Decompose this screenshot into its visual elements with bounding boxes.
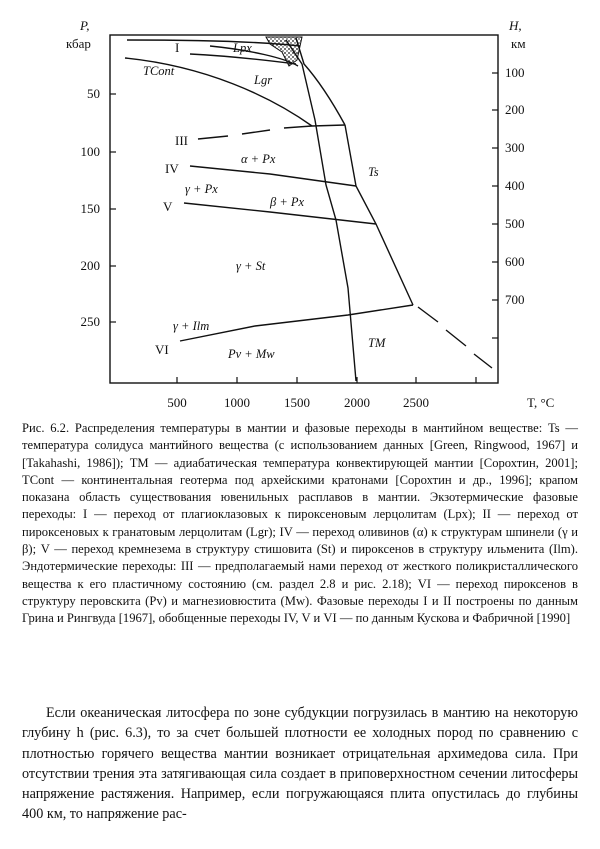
- phase-diagram-figure: [0, 0, 600, 420]
- phase-label-alpha-px: α + Px: [241, 152, 276, 166]
- caption-text: Распределения температуры в мантии и фазовые переходы в мантийном веществе: Ts — температура солидуса мантийного вещества (с использованием данных [Green, Ringwood, 1967] и [Takahashi, 1986]); TM — адиабатическая температура конвектирующей мантии [Сорохтин, 2001]; TCont — континентальная геотерма под архейскими кратонами [Сорохтин и др., 1996]; крапом показана область существования ювенильных расплавов в мантии. Экзотермические фазовые переходы: I — переход от плагиоклазовых к пироксеновым лерцолитам (Lpx); II — переход от пироксеновых к гранатовым лерцолитам (Lgr); IV — переход оливинов (α) к структурам шпинели (γ и β); V — переход кремнезема в структуру стишовита (St) и пироксенов в структуру ильменита (Ilm). Эндотермические переходы: III — предполагаемый нами переход от жесткого поликристаллического вещества к его пластичному состоянию (см. раздел 2.8 и рис. 2.18); VI — переход пироксенов в структуру перовскита (Pv) и магнезиовюстита (Mw). Фазовые переходы I и II построены по данным Грина и Рингвуда [1967], обобщенные переходы IV, V и VI — по данным Кускова и Фабричной [1990]: [22, 421, 578, 626]
- x-tick-label: 1500: [284, 395, 310, 410]
- phase-label-lpx: Lpx: [233, 41, 252, 55]
- right-axis-unit: км: [511, 36, 526, 51]
- roman-label-v: V: [163, 199, 173, 214]
- h-tick-label: 700: [505, 292, 525, 307]
- p-tick-labels: [81, 86, 101, 329]
- h-tick-label: 600: [505, 254, 525, 269]
- left-axis-ticks: [110, 94, 116, 322]
- tm-adiabat: [286, 40, 356, 381]
- h-tick-label: 500: [505, 216, 525, 231]
- p-tick-label: 250: [80, 314, 100, 329]
- phase-label-gamma-st: γ + St: [236, 259, 266, 273]
- h-tick-labels: [505, 65, 525, 307]
- h-tick-label: 100: [505, 65, 525, 80]
- phase-label-gamma-ilm: γ + Ilm: [173, 319, 210, 333]
- x-axis-title: T, °C: [527, 395, 555, 410]
- ts-solidus: [345, 125, 413, 305]
- phase-label-pv-mw: Pv + Mw: [228, 347, 275, 361]
- x-tick-label: 2500: [403, 395, 429, 410]
- roman-label-iii: III: [175, 133, 188, 148]
- solidus-extension-dashed: [418, 307, 492, 368]
- x-tick-label: 2000: [344, 395, 370, 410]
- figure-caption: [22, 420, 578, 628]
- ts-solidus-upper: [296, 38, 345, 125]
- p-tick-label: 50: [87, 86, 100, 101]
- x-tick-labels: [167, 395, 429, 410]
- h-tick-label: 400: [505, 178, 525, 193]
- right-axis-title: H,: [509, 18, 522, 33]
- x-tick-label: 1000: [224, 395, 250, 410]
- phase-label-lgr: Lgr: [254, 73, 273, 87]
- bottom-axis-ticks: [177, 377, 476, 383]
- body-paragraph: Если океаническая литосфера по зоне субдукции погрузилась в мантию на некоторую глубину h (рис. 6.3), то за счет большей плотности ее холодных пород по сравнению с плотностью горячего вещества мантии возникает отрицательная архимедова сила. При отсутствии трения эта затягивающая сила создает в приповерхностном сечении литосферы напряжение растяжения. Например, если погружающаяся плита опустилась до глубины 400 км, то напряжение рас-: [22, 705, 578, 823]
- p-tick-label: 200: [80, 258, 100, 273]
- phase-label-tm: TM: [368, 336, 386, 350]
- iii-join: [312, 125, 345, 126]
- p-tick-label: 150: [80, 201, 100, 216]
- line-iii-dashed: [198, 126, 312, 139]
- phase-label-tcont: TCont: [143, 64, 175, 78]
- roman-label-i: I: [175, 40, 180, 55]
- right-axis-ticks: [492, 73, 498, 338]
- x-tick-label: 500: [167, 395, 187, 410]
- left-axis-title: P,: [80, 18, 90, 33]
- p-tick-label: 100: [80, 144, 100, 159]
- phase-diagram-svg: [0, 0, 600, 420]
- h-tick-label: 200: [505, 102, 525, 117]
- roman-label-vi: VI: [155, 342, 169, 357]
- h-tick-label: 300: [505, 140, 525, 155]
- left-axis-unit: кбар: [66, 36, 91, 51]
- roman-label-iv: IV: [165, 161, 179, 176]
- phase-label-ts: Ts: [368, 165, 379, 179]
- phase-label-gamma-px: γ + Px: [185, 182, 218, 196]
- caption-label: Рис. 6.2.: [22, 421, 70, 435]
- phase-label-beta-px: β + Px: [270, 195, 305, 209]
